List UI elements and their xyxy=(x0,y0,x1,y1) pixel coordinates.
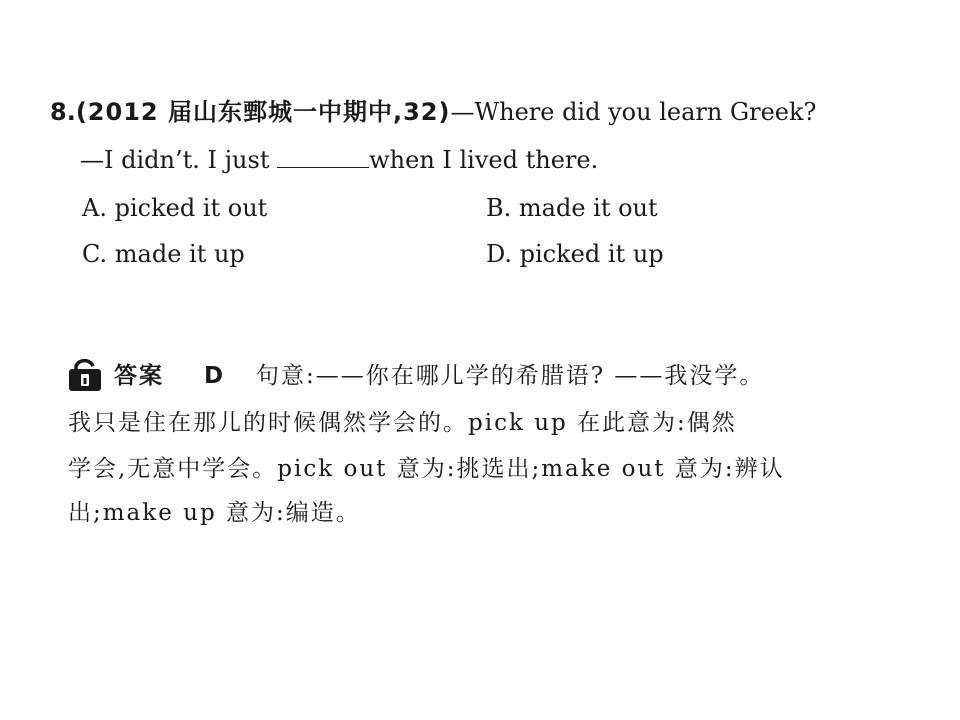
answer-blank xyxy=(277,145,369,168)
option-a: A. picked it out xyxy=(82,194,268,222)
option-d: D. picked it up xyxy=(486,240,664,268)
reply-before-blank: —I didn’t. I just xyxy=(80,146,278,174)
question-source: (2012 届山东鄄城一中期中,32) xyxy=(75,98,451,126)
option-c: C. made it up xyxy=(82,240,245,268)
answer-explanation-line-4: 出;make up 意为:编造。 xyxy=(68,500,361,526)
question-prompt: —Where did you learn Greek? xyxy=(450,98,817,126)
question-number: 8. xyxy=(50,98,76,126)
answer-label: 答案 xyxy=(114,363,164,389)
question-stem xyxy=(50,96,816,128)
answer-explanation-line-1: 句意:——你在哪儿学的希腊语? ——我没学。 xyxy=(256,363,765,389)
reply-after-blank: when I lived there. xyxy=(369,146,599,174)
option-b: B. made it out xyxy=(486,194,658,222)
answer-explanation-line-3: 学会,无意中学会。pick out 意为:挑选出;make out 意为:辨认 xyxy=(68,456,785,482)
answer-explanation-line-2: 我只是住在那儿的时候偶然学会的。pick up 在此意为:偶然 xyxy=(68,410,737,436)
answer-letter: D xyxy=(204,363,224,389)
lock-icon xyxy=(68,358,102,392)
question-reply xyxy=(80,144,598,176)
